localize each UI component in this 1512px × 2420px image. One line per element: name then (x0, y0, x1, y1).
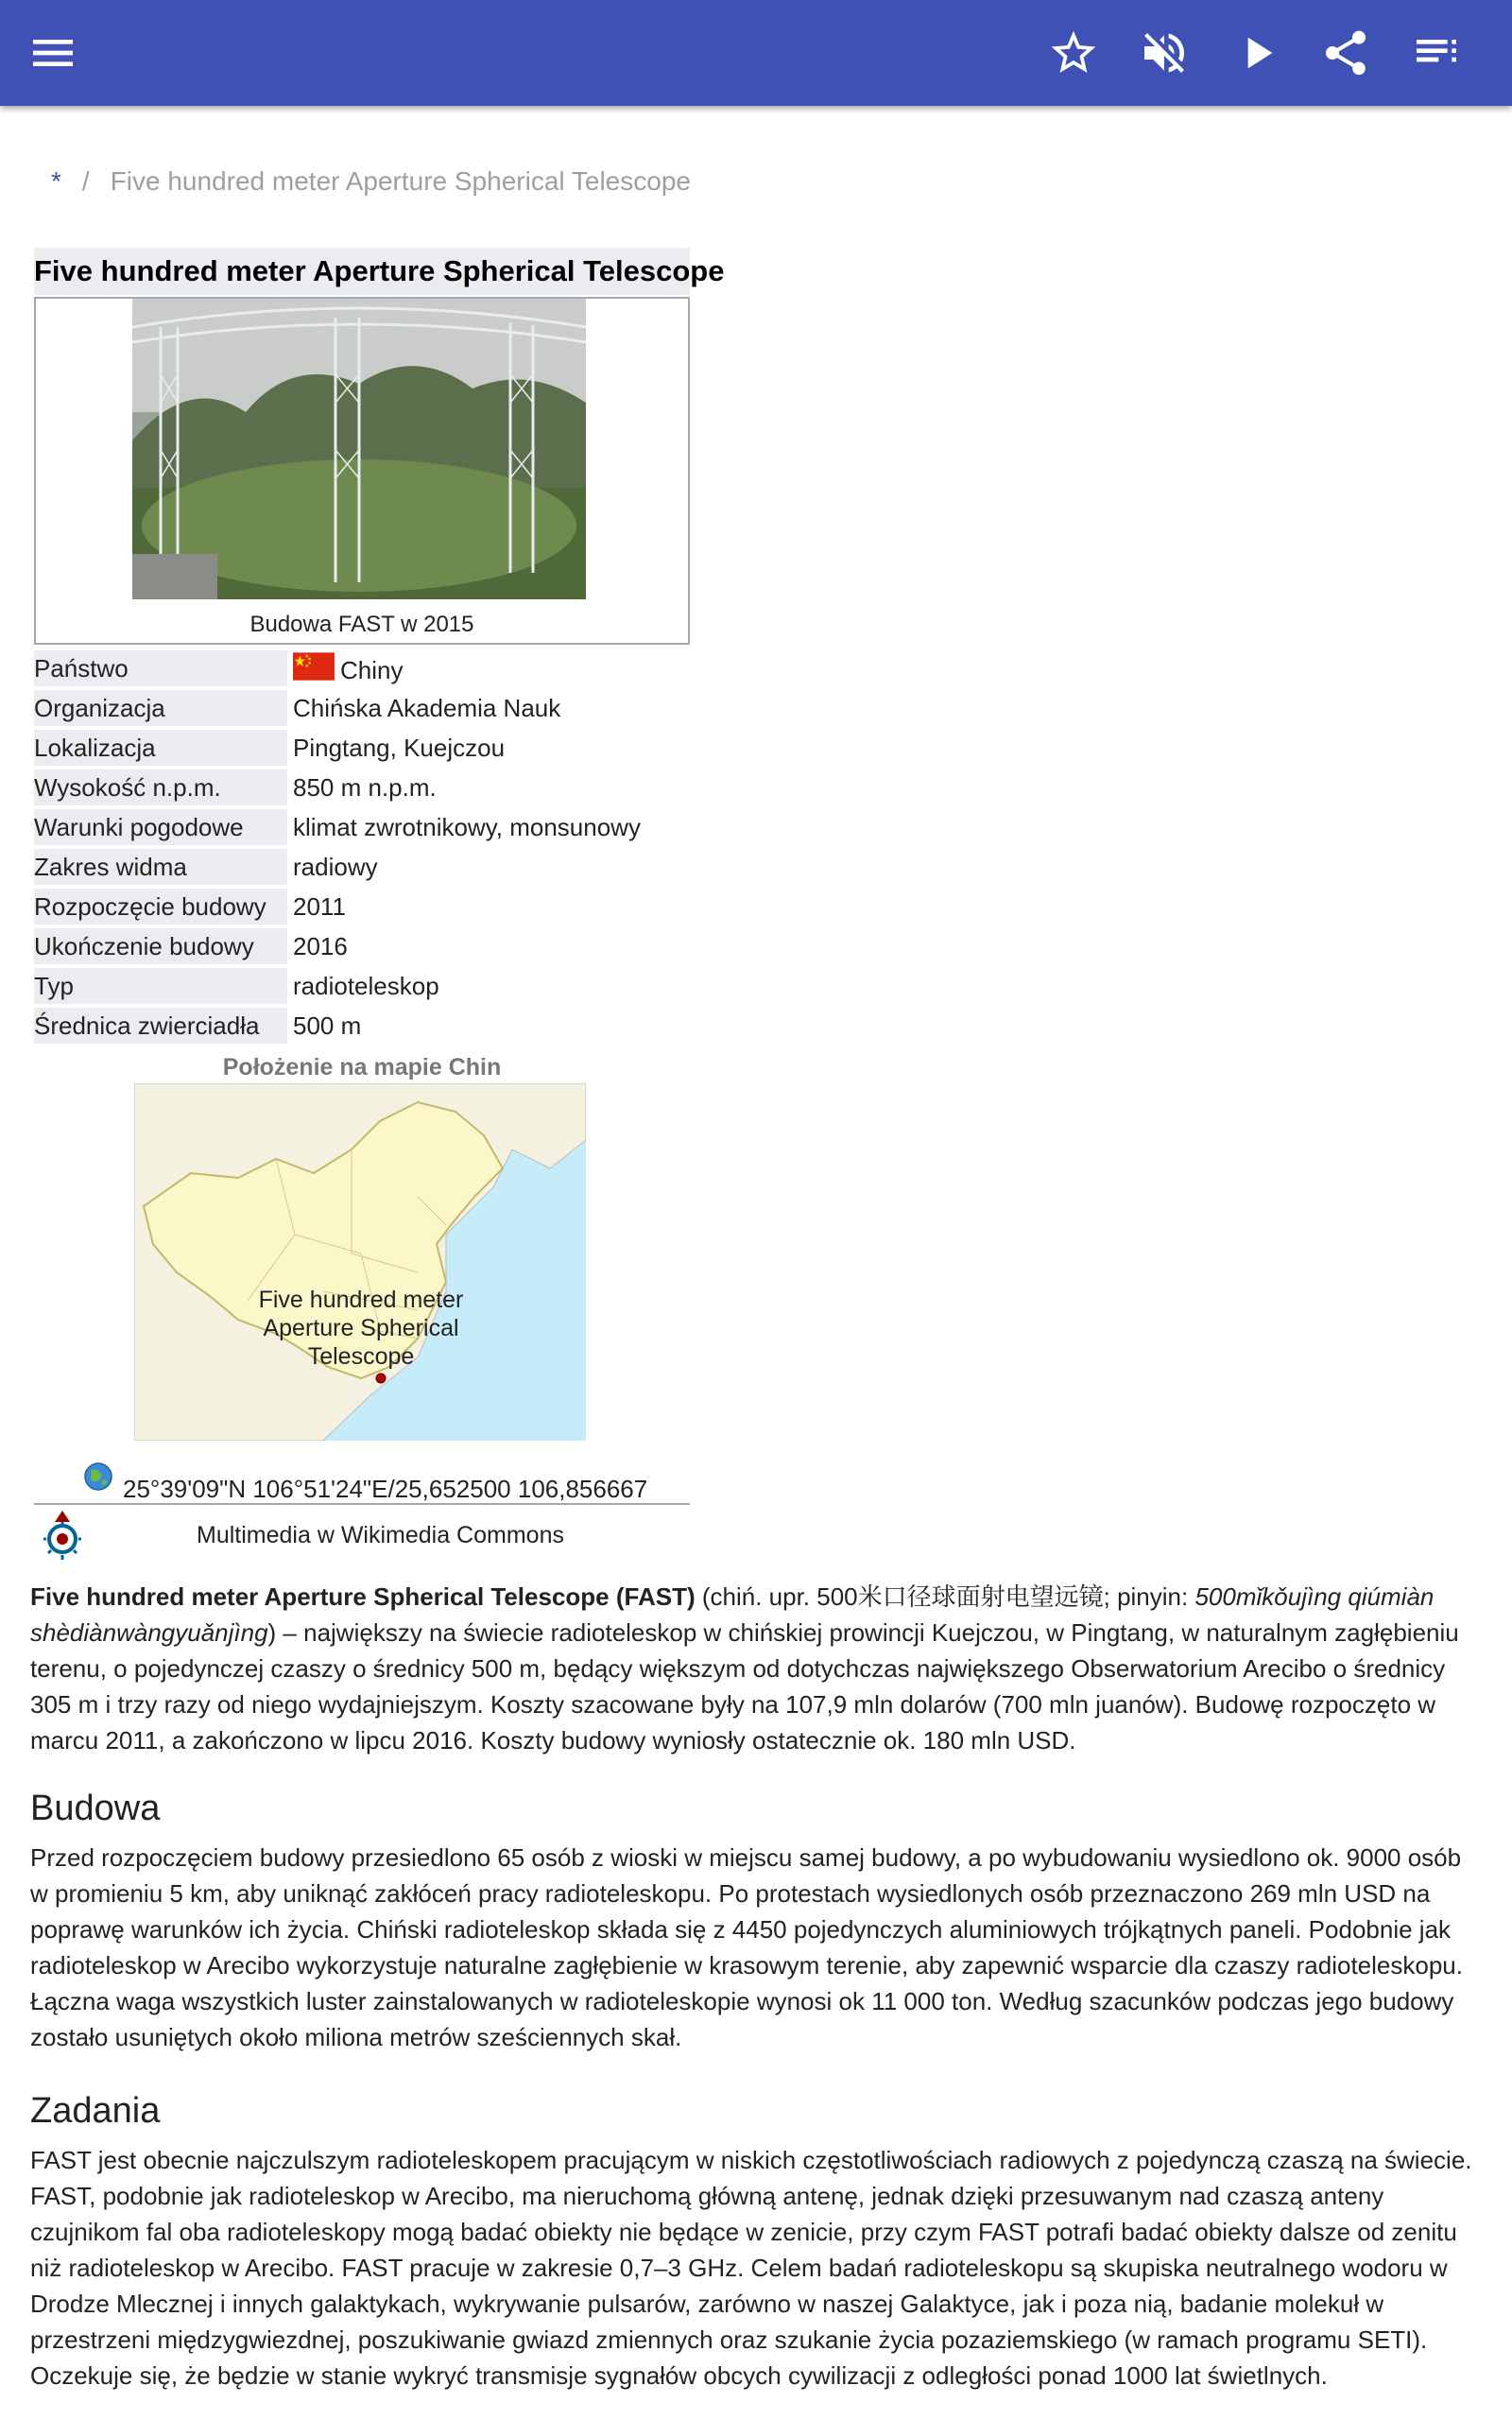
row-label: Średnica zwierciadła (34, 1008, 287, 1044)
share-icon[interactable] (1319, 26, 1372, 79)
menu-icon[interactable] (26, 26, 79, 79)
row-value: 850 m n.p.m. (293, 772, 437, 802)
table-row (34, 730, 690, 766)
table-row (34, 1008, 690, 1044)
globe-icon (83, 1461, 113, 1492)
map-label-line: Five hundred meter (258, 1287, 464, 1313)
app-bar (0, 0, 1512, 106)
lead-pinyin: 500mǐkǒujìng qiúmiàn shèdiànwàngyuǎnjìng (30, 1582, 1435, 1647)
section-heading-budowa: Budowa (30, 1789, 161, 1828)
table-row (34, 650, 690, 686)
breadcrumb-home[interactable]: * (51, 166, 61, 196)
infobox-figure (34, 297, 690, 645)
table-row (34, 769, 690, 805)
table-row (34, 928, 690, 964)
row-value[interactable]: klimat zwrotnikowy, monsunowy (293, 812, 641, 841)
playlist-icon[interactable] (1410, 26, 1463, 79)
table-row (34, 690, 690, 726)
section-text-budowa: Przed rozpoczęciem budowy przesiedlono 65 osób z wioski w miejscu samej budowy, a po wybudowaniu wysiedlono ok. 9000 osób w promieniu 5 km, aby uniknąć zakłóceń pracy radioteleskopu. Po protestach wysiedlonych osób przeznaczono 269 mln USD na poprawę warunków ich życia. Chiński radioteleskop składa się z 4450 pojedynczych aluminiowych trójkątnych paneli. Podobnie jak radioteleskop w Arecibo wykorzystuje naturalne zagłębienie w krasowym terenie, aby zapewnić wsparcie dla czaszy radioteleskopu. Łączna waga wszystkich luster zainstalowanych w radioteleskopie wynosi ok 11 000 ton. Według szacunków podczas jego budowy zostało usuniętych około miliona metrów sześciennych skał. (30, 1843, 1463, 2051)
breadcrumb-separator: / (81, 166, 90, 196)
location-map[interactable] (134, 1083, 586, 1441)
lead-text-1: (chiń. upr. 500米口径球面射电望远镜; pinyin: (695, 1582, 1195, 1611)
row-label: Zakres widma (34, 849, 287, 885)
breadcrumb (51, 166, 691, 197)
row-label: Ukończenie budowy (34, 928, 287, 964)
infobox-table (34, 647, 690, 1047)
map-label-line: Aperture Spherical (263, 1315, 459, 1341)
row-value (287, 650, 690, 686)
section-text-zadania: FAST jest obecnie najczulszym radioteleskopem pracującym w niskich częstotliwościach radiowych z pojedynczą czaszą na świecie. FAST, podobnie jak radioteleskop w Arecibo, ma nieruchomą główną antenę, jednak dzięki przesuwanym nad czaszą anteny czujnikom fal oba radioteleskopy mogą badać obiekty nie będące w zenicie, przy czym FAST potrafi badać obiekty dalsze od zenitu niż radioteleskop w Arecibo. FAST pracuje w zakresie 0,7–3 GHz. Celem badań radioteleskopu są skupiska neutralnego wodoru w Drodze Mlecznej i innych galaktykach, wykrywanie pulsarów, zarówno w naszej Galaktyce, jak i poza nią, badanie molekuł w przestrzeni międzygwiezdnej, poszukiwanie gwiazd zmiennych oraz szukanie życia pozaziemskiego (w ramach programu SETI). Oczekuje się, że będzie w stanie wykryć transmisje sygnałów obcych cywilizacji z odległości ponad 1000 lat świetlnych. (30, 2146, 1472, 2390)
row-value[interactable]: radioteleskop (293, 971, 439, 1000)
country-value[interactable]: Chiny (340, 655, 404, 684)
table-row (34, 968, 690, 1004)
table-row (34, 889, 690, 925)
volume-off-icon[interactable] (1138, 26, 1191, 79)
china-flag-icon[interactable] (293, 652, 335, 681)
star-icon[interactable] (1047, 26, 1100, 79)
map-heading: Położenie na mapie Chin (222, 1054, 502, 1080)
row-label: Lokalizacja (34, 730, 287, 766)
breadcrumb-current: Five hundred meter Aperture Spherical Telescope (110, 166, 691, 196)
row-label: Typ (34, 968, 287, 1004)
lead-paragraph (30, 1579, 1486, 1758)
table-row (34, 849, 690, 885)
table-row (34, 809, 690, 845)
infobox-title: Five hundred meter Aperture Spherical Telescope (34, 248, 690, 295)
commons-link[interactable]: Multimedia w Wikimedia Commons (197, 1522, 564, 1548)
section-heading-zadania: Zadania (30, 2091, 161, 2131)
map-pin-label (238, 1286, 484, 1371)
map-label-line: Telescope (307, 1343, 415, 1370)
row-value[interactable]: radiowy (293, 852, 378, 881)
china-map-image (134, 1083, 586, 1441)
row-value[interactable]: Chińska Akademia Nauk (293, 693, 561, 722)
lead-bold-title: Five hundred meter Aperture Spherical Telescope (FAST) (30, 1582, 696, 1611)
commons-row (34, 1505, 690, 1565)
wikimedia-commons-icon (42, 1509, 83, 1564)
coordinates-row (34, 1441, 690, 1505)
telescope-photo[interactable] (132, 299, 586, 599)
row-label: Wysokość n.p.m. (34, 769, 287, 805)
row-label: Rozpoczęcie budowy (34, 889, 287, 925)
row-value: 2016 (293, 931, 348, 960)
lead-text-2: ) – największy na świecie radioteleskop w chińskiej prowincji Kuejczou, w Pingtang, w naturalnym zagłębieniu terenu, o pojedynczej czaszy o średnicy 500 m, będący większym od dotychczas największego Obserwatorium Arecibo o średnicy 305 m i trzy razy od niego wydajniejszym. Koszty szacowane były na 107,9 mln dolarów (700 mln juanów). Budowę rozpoczęto w marcu 2011, a zakończono w lipcu 2016. Koszty budowy wyniosły ostatecznie ok. 180 mln USD. (30, 1618, 1459, 1754)
play-icon[interactable] (1230, 26, 1283, 79)
row-value: 500 m (293, 1011, 362, 1040)
image-caption: Budowa FAST w 2015 (249, 612, 474, 637)
coordinates-link[interactable]: 25°39'09"N 106°51'24"E/25,652500 106,856667 (123, 1475, 648, 1503)
row-value[interactable]: Pingtang, Kuejczou (293, 733, 506, 762)
row-label: Warunki pogodowe (34, 809, 287, 845)
row-value: 2011 (293, 891, 346, 921)
row-label: Organizacja (34, 690, 287, 726)
infobox (34, 248, 725, 1565)
row-label: Państwo (34, 650, 287, 686)
